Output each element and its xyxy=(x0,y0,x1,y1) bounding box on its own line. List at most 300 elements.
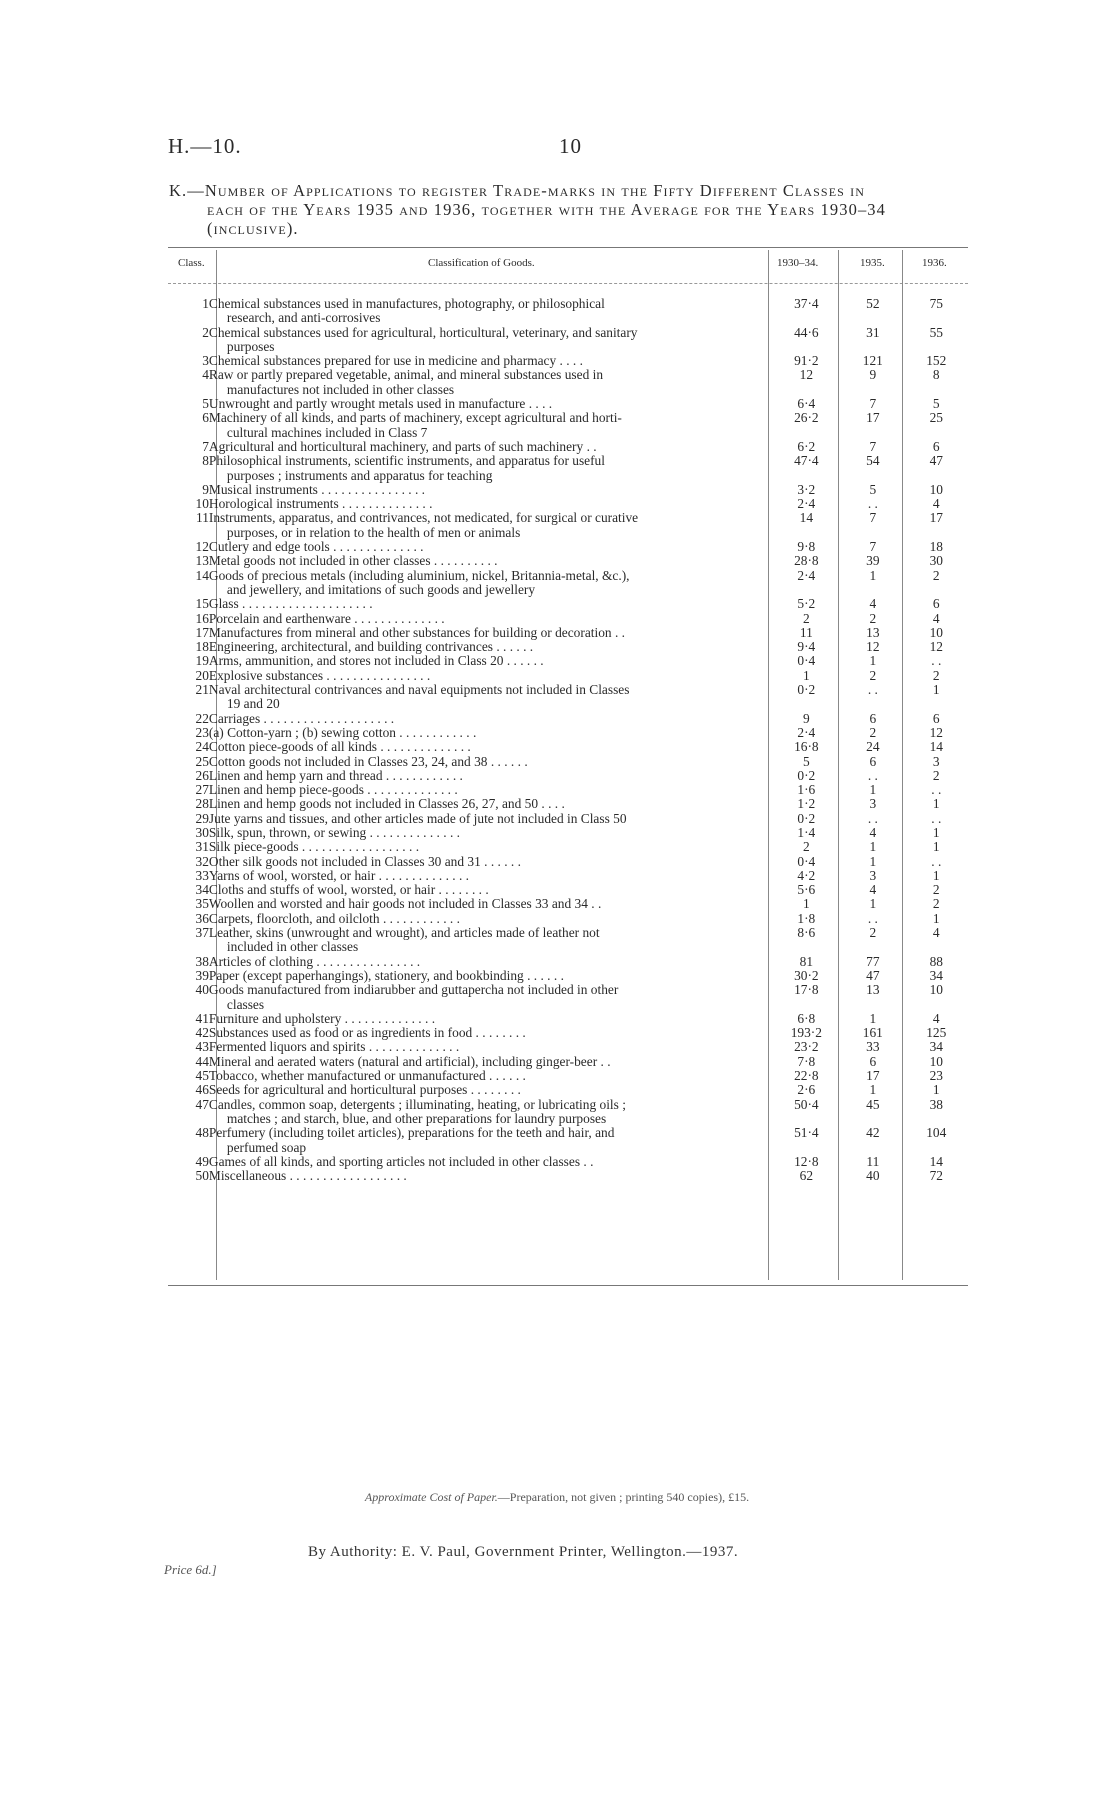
count-1936-cell: . . xyxy=(931,853,942,869)
count-1936-cell: 2 xyxy=(932,567,940,583)
classification-cell xyxy=(209,812,772,826)
table-bottom-rule xyxy=(168,1285,968,1286)
classification-cell xyxy=(209,511,772,540)
cost-footnote xyxy=(0,1490,1114,1505)
classification-cell xyxy=(209,1069,772,1083)
count-1935-cell: 161 xyxy=(862,1025,883,1041)
average-1930-34-cell: 2·4 xyxy=(797,724,816,740)
classification-cell xyxy=(209,797,772,811)
classification-cell xyxy=(209,612,772,626)
average-1930-34-cell: 17·8 xyxy=(794,982,819,998)
col-header-avg: 1930–34. xyxy=(777,257,819,269)
classification-cell xyxy=(209,1098,772,1127)
count-1936-cell: 152 xyxy=(926,353,947,369)
classification-continuation: cultural machines included in Class 7 xyxy=(226,424,428,440)
classification-text: Jute yarns and tissues, and other articles made of jute not included in Class 50 xyxy=(208,810,627,826)
count-1935-cell: 13 xyxy=(866,624,880,640)
count-1935-cell: 11 xyxy=(866,1153,880,1169)
class-number-cell: 22 xyxy=(195,710,209,726)
classification-cell xyxy=(209,897,772,911)
count-1935-cell: 12 xyxy=(866,639,880,655)
table-row xyxy=(168,297,968,326)
average-1930-34-cell: 6·4 xyxy=(797,396,816,412)
count-1935-cell: . . xyxy=(867,682,878,698)
classification-text: Agricultural and horticultural machinery, and parts of such machinery . . xyxy=(208,438,597,454)
classification-text: Raw or partly prepared vegetable, animal, and mineral substances used in xyxy=(208,367,604,383)
count-1936-cell: . . xyxy=(931,810,942,826)
class-number-cell: 37 xyxy=(195,925,209,941)
cost-label: Approximate Cost of Paper. xyxy=(364,1490,498,1504)
average-1930-34-cell: 0·2 xyxy=(797,767,816,783)
classification-continuation: matches ; and starch, blue, and other preparations for laundry purposes xyxy=(226,1110,607,1126)
class-number-cell: 13 xyxy=(195,553,209,569)
table-row xyxy=(168,955,968,969)
count-1935-cell: 1 xyxy=(869,839,877,855)
classification-text: Chemical substances used in manufactures, photography, or philosophical xyxy=(208,296,605,311)
count-1935-cell: 7 xyxy=(869,510,877,526)
average-1930-34-cell: 3·2 xyxy=(797,481,816,497)
average-1930-34-cell: 51·4 xyxy=(794,1125,819,1141)
count-1936-cell: 10 xyxy=(929,982,943,998)
count-1935-cell: 24 xyxy=(866,739,880,755)
table-row xyxy=(168,812,968,826)
classification-cell xyxy=(209,926,772,955)
classification-text: Perfumery (including toilet articles), preparations for the teeth and hair, and xyxy=(208,1125,615,1141)
count-1935-cell: 6 xyxy=(869,710,877,726)
count-1936-cell: 6 xyxy=(932,710,940,726)
count-1935-cell: 7 xyxy=(869,539,877,555)
classification-continuation: manufactures not included in other classes xyxy=(226,381,455,397)
classification-cell xyxy=(209,740,772,754)
average-1930-34-cell: 9 xyxy=(802,710,810,726)
class-number-cell: 47 xyxy=(195,1096,209,1112)
classification-cell xyxy=(209,326,772,355)
class-number-cell: 19 xyxy=(195,653,209,669)
class-number-cell: 49 xyxy=(195,1153,209,1169)
count-1935-cell: 4 xyxy=(869,596,877,612)
count-1935-cell: 2 xyxy=(869,925,877,941)
count-1935-cell: . . xyxy=(867,910,878,926)
count-1936-cell: 1 xyxy=(932,824,940,840)
classification-cell xyxy=(209,1155,772,1169)
class-number-cell: 3 xyxy=(202,353,209,369)
count-1935-cell: 31 xyxy=(866,324,880,340)
count-1936-cell: 1 xyxy=(932,1082,940,1098)
class-number-cell: 7 xyxy=(202,438,209,454)
table-row xyxy=(168,1155,968,1169)
classification-text: Metal goods not included in other classes . . . . . . . . . . xyxy=(208,553,498,569)
classification-text: Engineering, architectural, and building contrivances . . . . . . xyxy=(208,639,534,655)
class-number-cell: 20 xyxy=(195,667,209,683)
table-row xyxy=(168,755,968,769)
average-1930-34-cell: 1 xyxy=(802,667,810,683)
classification-cell xyxy=(209,912,772,926)
classification-cell xyxy=(209,440,772,454)
count-1936-cell: 72 xyxy=(929,1168,943,1184)
table-row xyxy=(168,883,968,897)
trade-marks-table xyxy=(168,297,968,1183)
classification-text: Horological instruments . . . . . . . . . . . . . . xyxy=(208,496,433,512)
average-1930-34-cell: 4·2 xyxy=(797,867,816,883)
count-1936-cell: 10 xyxy=(929,481,943,497)
classification-text: Machinery of all kinds, and parts of machinery, except agricultural and horti- xyxy=(208,410,622,426)
class-number-cell: 30 xyxy=(195,824,209,840)
count-1936-cell: 4 xyxy=(932,610,940,626)
count-1936-cell: 25 xyxy=(929,410,943,426)
classification-text: Goods of precious metals (including aluminium, nickel, Britannia-metal, &c.), xyxy=(208,567,630,583)
class-number-cell: 48 xyxy=(195,1125,209,1141)
average-1930-34-cell: 47·4 xyxy=(794,453,819,469)
average-1930-34-cell: 14 xyxy=(799,510,814,526)
count-1936-cell: 1 xyxy=(932,910,940,926)
classification-text: Chemical substances prepared for use in medicine and pharmacy . . . . xyxy=(208,353,583,369)
classification-continuation: included in other classes xyxy=(226,939,359,955)
table-row xyxy=(168,797,968,811)
count-1936-cell: 75 xyxy=(929,296,943,311)
classification-cell xyxy=(209,755,772,769)
count-1936-cell: 4 xyxy=(932,1010,940,1026)
table-row xyxy=(168,1026,968,1040)
count-1935-cell: 54 xyxy=(866,453,880,469)
count-1935-cell: 9 xyxy=(869,367,877,383)
class-number-cell: 44 xyxy=(195,1053,209,1069)
average-1930-34-cell: 5 xyxy=(802,753,810,769)
classification-cell xyxy=(209,826,772,840)
table-row xyxy=(168,726,968,740)
count-1936-cell: 2 xyxy=(932,882,940,898)
count-1936-cell: 12 xyxy=(929,724,943,740)
count-1935-cell: 17 xyxy=(866,410,880,426)
table-row xyxy=(168,912,968,926)
classification-cell xyxy=(209,983,772,1012)
classification-cell xyxy=(209,411,772,440)
class-number-cell: 1 xyxy=(202,296,209,311)
classification-text: Paper (except paperhangings), stationery, and bookbinding . . . . . . xyxy=(208,967,564,983)
document-code: H.—10. xyxy=(168,134,242,158)
table-row xyxy=(168,769,968,783)
class-number-cell: 27 xyxy=(195,782,209,798)
count-1935-cell: 47 xyxy=(866,967,880,983)
table-row xyxy=(168,368,968,397)
classification-text: Carriages . . . . . . . . . . . . . . . . . . . . xyxy=(208,710,395,726)
classification-continuation: purposes ; instruments and apparatus for teaching xyxy=(226,467,493,483)
count-1935-cell: 1 xyxy=(869,782,877,798)
class-number-cell: 32 xyxy=(195,853,209,869)
count-1936-cell: 14 xyxy=(929,1153,943,1169)
classification-cell xyxy=(209,597,772,611)
classification-text: (a) Cotton-yarn ; (b) sewing cotton . . . . . . . . . . . . xyxy=(208,724,477,740)
classification-text: Games of all kinds, and sporting articles not included in other classes . . xyxy=(208,1153,594,1169)
classification-text: Cutlery and edge tools . . . . . . . . . . . . . . xyxy=(208,539,424,555)
classification-text: Woollen and worsted and hair goods not included in Classes 33 and 34 . . xyxy=(208,896,602,912)
table-row xyxy=(168,1069,968,1083)
classification-continuation: classes xyxy=(226,996,265,1012)
table-title-line2: each of the Years 1935 and 1936, together with the Average for the Years 1930–34 (inclusive). xyxy=(207,200,886,238)
count-1936-cell: 6 xyxy=(932,438,940,454)
average-1930-34-cell: 28·8 xyxy=(794,553,819,569)
count-1936-cell: 38 xyxy=(929,1096,943,1112)
count-1935-cell: 45 xyxy=(866,1096,880,1112)
classification-text: Articles of clothing . . . . . . . . . . . . . . . . xyxy=(208,953,421,969)
classification-cell xyxy=(209,297,772,326)
table-row xyxy=(168,497,968,511)
count-1936-cell: . . xyxy=(931,782,942,798)
classification-cell xyxy=(209,554,772,568)
count-1936-cell: 8 xyxy=(932,367,940,383)
classification-cell xyxy=(209,840,772,854)
table-title-line1: K.—Number of Applications to register Trade-marks in the Fifty Different Classes in xyxy=(169,181,865,200)
classification-cell xyxy=(209,855,772,869)
classification-cell xyxy=(209,1040,772,1054)
count-1935-cell: 4 xyxy=(869,824,877,840)
classification-cell xyxy=(209,769,772,783)
count-1935-cell: 121 xyxy=(862,353,883,369)
count-1936-cell: 1 xyxy=(932,796,940,812)
table-row xyxy=(168,640,968,654)
classification-text: Tobacco, whether manufactured or unmanufactured . . . . . . xyxy=(208,1068,526,1084)
count-1936-cell: 88 xyxy=(929,953,943,969)
classification-cell xyxy=(209,626,772,640)
count-1935-cell: 4 xyxy=(869,882,877,898)
count-1936-cell: 2 xyxy=(932,767,940,783)
average-1930-34-cell: 9·8 xyxy=(797,539,816,555)
classification-text: Substances used as food or as ingredients in food . . . . . . . . xyxy=(208,1025,526,1041)
table-row xyxy=(168,440,968,454)
count-1936-cell: 47 xyxy=(929,453,943,469)
table-row xyxy=(168,1012,968,1026)
average-1930-34-cell: 44·6 xyxy=(794,324,819,340)
class-number-cell: 33 xyxy=(195,867,209,883)
table-row xyxy=(168,569,968,598)
count-1936-cell: 4 xyxy=(932,496,940,512)
table-row xyxy=(168,540,968,554)
class-number-cell: 21 xyxy=(195,682,209,698)
count-1935-cell: 1 xyxy=(869,567,877,583)
col-header-1936: 1936. xyxy=(922,257,947,269)
classification-text: Manufactures from mineral and other substances for building or decoration . . xyxy=(208,624,626,640)
table-row xyxy=(168,483,968,497)
price-note: Price 6d.] xyxy=(164,1562,217,1577)
average-1930-34-cell: 0·2 xyxy=(797,682,816,698)
class-number-cell: 2 xyxy=(202,324,209,340)
classification-cell xyxy=(209,969,772,983)
average-1930-34-cell: 6·2 xyxy=(797,438,816,454)
table-row xyxy=(168,454,968,483)
average-1930-34-cell: 7·8 xyxy=(797,1053,816,1069)
class-number-cell: 23 xyxy=(195,724,209,740)
table-row xyxy=(168,926,968,955)
count-1935-cell: 1 xyxy=(869,1010,877,1026)
table-row xyxy=(168,411,968,440)
classification-text: Leather, skins (unwrought and wrought), and articles made of leather not xyxy=(208,925,600,941)
col-header-class: Class. xyxy=(178,257,205,269)
class-number-cell: 9 xyxy=(202,481,209,497)
table-row xyxy=(168,897,968,911)
average-1930-34-cell: 1·6 xyxy=(797,782,816,798)
class-number-cell: 45 xyxy=(195,1068,209,1084)
count-1935-cell: 1 xyxy=(869,653,877,669)
count-1936-cell: 1 xyxy=(932,867,940,883)
class-number-cell: 16 xyxy=(195,610,209,626)
count-1935-cell: 2 xyxy=(869,724,877,740)
class-number-cell: 50 xyxy=(195,1168,209,1184)
table-row xyxy=(168,669,968,683)
count-1935-cell: 2 xyxy=(869,610,877,626)
class-number-cell: 31 xyxy=(195,839,209,855)
table-row xyxy=(168,554,968,568)
table-header-rule xyxy=(168,283,968,284)
class-number-cell: 11 xyxy=(196,510,209,526)
table-row xyxy=(168,855,968,869)
table-row xyxy=(168,840,968,854)
classification-cell xyxy=(209,1012,772,1026)
classification-text: Instruments, apparatus, and contrivances, not medicated, for surgical or curative xyxy=(208,510,639,526)
classification-continuation: purposes, or in relation to the health of men or animals xyxy=(226,524,521,540)
count-1936-cell: 1 xyxy=(932,839,940,855)
class-number-cell: 38 xyxy=(195,953,209,969)
table-top-rule xyxy=(168,247,968,248)
average-1930-34-cell: 37·4 xyxy=(794,296,819,311)
classification-cell xyxy=(209,497,772,511)
classification-continuation: perfumed soap xyxy=(226,1139,307,1155)
classification-cell xyxy=(209,1055,772,1069)
classification-text: Glass . . . . . . . . . . . . . . . . . . . . xyxy=(208,596,373,612)
count-1936-cell: 4 xyxy=(932,925,940,941)
col-header-classification: Classification of Goods. xyxy=(428,257,535,269)
class-number-cell: 39 xyxy=(195,967,209,983)
table-row xyxy=(168,1126,968,1155)
count-1936-cell: 6 xyxy=(932,596,940,612)
classification-cell xyxy=(209,1026,772,1040)
count-1935-cell: 3 xyxy=(869,867,877,883)
class-number-cell: 10 xyxy=(195,496,209,512)
count-1936-cell: 14 xyxy=(929,739,943,755)
classification-text: Silk piece-goods . . . . . . . . . . . . . . . . . . xyxy=(208,839,420,855)
class-number-cell: 24 xyxy=(195,739,209,755)
class-number-cell: 43 xyxy=(195,1039,209,1055)
count-1935-cell: 7 xyxy=(869,438,877,454)
classification-continuation: purposes xyxy=(226,338,275,354)
classification-cell xyxy=(209,454,772,483)
classification-cell xyxy=(209,1169,772,1183)
classification-text: Goods manufactured from indiarubber and guttapercha not included in other xyxy=(208,982,619,998)
classification-cell xyxy=(209,869,772,883)
count-1936-cell: 34 xyxy=(929,967,943,983)
count-1935-cell: 39 xyxy=(866,553,880,569)
count-1936-cell: 3 xyxy=(932,753,940,769)
class-number-cell: 42 xyxy=(195,1025,209,1041)
classification-cell xyxy=(209,669,772,683)
count-1936-cell: 2 xyxy=(932,896,940,912)
count-1935-cell: 3 xyxy=(869,796,877,812)
average-1930-34-cell: 2 xyxy=(802,610,810,626)
count-1935-cell: 2 xyxy=(869,667,877,683)
classification-text: Cotton piece-goods of all kinds . . . . . . . . . . . . . . xyxy=(208,739,471,755)
classification-cell xyxy=(209,726,772,740)
average-1930-34-cell: 1·8 xyxy=(797,910,816,926)
classification-text: Miscellaneous . . . . . . . . . . . . . . . . . . xyxy=(208,1168,407,1184)
table-row xyxy=(168,1040,968,1054)
classification-cell xyxy=(209,712,772,726)
average-1930-34-cell: 9·4 xyxy=(797,639,816,655)
average-1930-34-cell: 1 xyxy=(802,896,810,912)
printer-authority: By Authority: E. V. Paul, Government Printer, Wellington.—1937. xyxy=(308,1544,739,1560)
classification-continuation: and jewellery, and imitations of such goods and jewellery xyxy=(226,581,536,597)
count-1935-cell: 42 xyxy=(866,1125,880,1141)
count-1935-cell: . . xyxy=(867,810,878,826)
average-1930-34-cell: 22·8 xyxy=(794,1068,819,1084)
classification-cell xyxy=(209,683,772,712)
table-row xyxy=(168,683,968,712)
average-1930-34-cell: 16·8 xyxy=(794,739,819,755)
classification-cell xyxy=(209,540,772,554)
count-1936-cell: 55 xyxy=(929,324,943,340)
average-1930-34-cell: 6·8 xyxy=(797,1010,816,1026)
table-row xyxy=(168,1169,968,1183)
average-1930-34-cell: 0·4 xyxy=(797,653,816,669)
classification-text: Candles, common soap, detergents ; illuminating, heating, or lubricating oils ; xyxy=(208,1096,626,1112)
class-number-cell: 8 xyxy=(202,453,209,469)
table-row xyxy=(168,1083,968,1097)
classification-continuation: research, and anti-corrosives xyxy=(226,310,381,326)
classification-cell xyxy=(209,354,772,368)
count-1936-cell: 125 xyxy=(926,1025,947,1041)
count-1935-cell: 1 xyxy=(869,1082,877,1098)
count-1936-cell: 18 xyxy=(929,539,943,555)
count-1935-cell: 1 xyxy=(869,896,877,912)
count-1935-cell: 5 xyxy=(869,481,877,497)
classification-text: Linen and hemp goods not included in Classes 26, 27, and 50 . . . . xyxy=(208,796,565,812)
count-1935-cell: 77 xyxy=(866,953,880,969)
classification-text: Cloths and stuffs of wool, worsted, or hair . . . . . . . . xyxy=(208,882,489,898)
count-1936-cell: 104 xyxy=(926,1125,947,1141)
classification-cell xyxy=(209,569,772,598)
classification-text: Other silk goods not included in Classes 30 and 31 . . . . . . xyxy=(208,853,521,869)
count-1935-cell: 6 xyxy=(869,1053,877,1069)
table-row xyxy=(168,326,968,355)
count-1936-cell: 1 xyxy=(932,682,940,698)
classification-text: Cotton goods not included in Classes 23, 24, and 38 . . . . . . xyxy=(208,753,528,769)
average-1930-34-cell: 0·4 xyxy=(797,853,816,869)
table-row xyxy=(168,354,968,368)
average-1930-34-cell: 62 xyxy=(799,1168,814,1184)
class-number-cell: 5 xyxy=(202,396,209,412)
count-1936-cell: 34 xyxy=(929,1039,943,1055)
count-1935-cell: 13 xyxy=(866,982,880,998)
classification-text: Carpets, floorcloth, and oilcloth . . . . . . . . . . . . xyxy=(208,910,460,926)
average-1930-34-cell: 91·2 xyxy=(794,353,819,369)
table-title xyxy=(169,181,969,238)
cost-text: —Preparation, not given ; printing 540 copies), £15. xyxy=(497,1490,750,1504)
count-1936-cell: 5 xyxy=(932,396,940,412)
table-row xyxy=(168,511,968,540)
table-row xyxy=(168,626,968,640)
class-number-cell: 26 xyxy=(195,767,209,783)
average-1930-34-cell: 5·2 xyxy=(797,596,816,612)
class-number-cell: 15 xyxy=(195,596,209,612)
table-row xyxy=(168,826,968,840)
class-number-cell: 35 xyxy=(195,896,209,912)
table-row xyxy=(168,597,968,611)
average-1930-34-cell: 0·2 xyxy=(797,810,816,826)
classification-text: Porcelain and earthenware . . . . . . . . . . . . . . xyxy=(208,610,445,626)
table-row xyxy=(168,740,968,754)
classification-text: Linen and hemp piece-goods . . . . . . . . . . . . . . xyxy=(208,782,458,798)
class-number-cell: 6 xyxy=(202,410,209,426)
count-1935-cell: 7 xyxy=(869,396,877,412)
average-1930-34-cell: 2·4 xyxy=(797,496,816,512)
classification-text: Chemical substances used for agricultural, horticultural, veterinary, and sanitary xyxy=(208,324,638,340)
